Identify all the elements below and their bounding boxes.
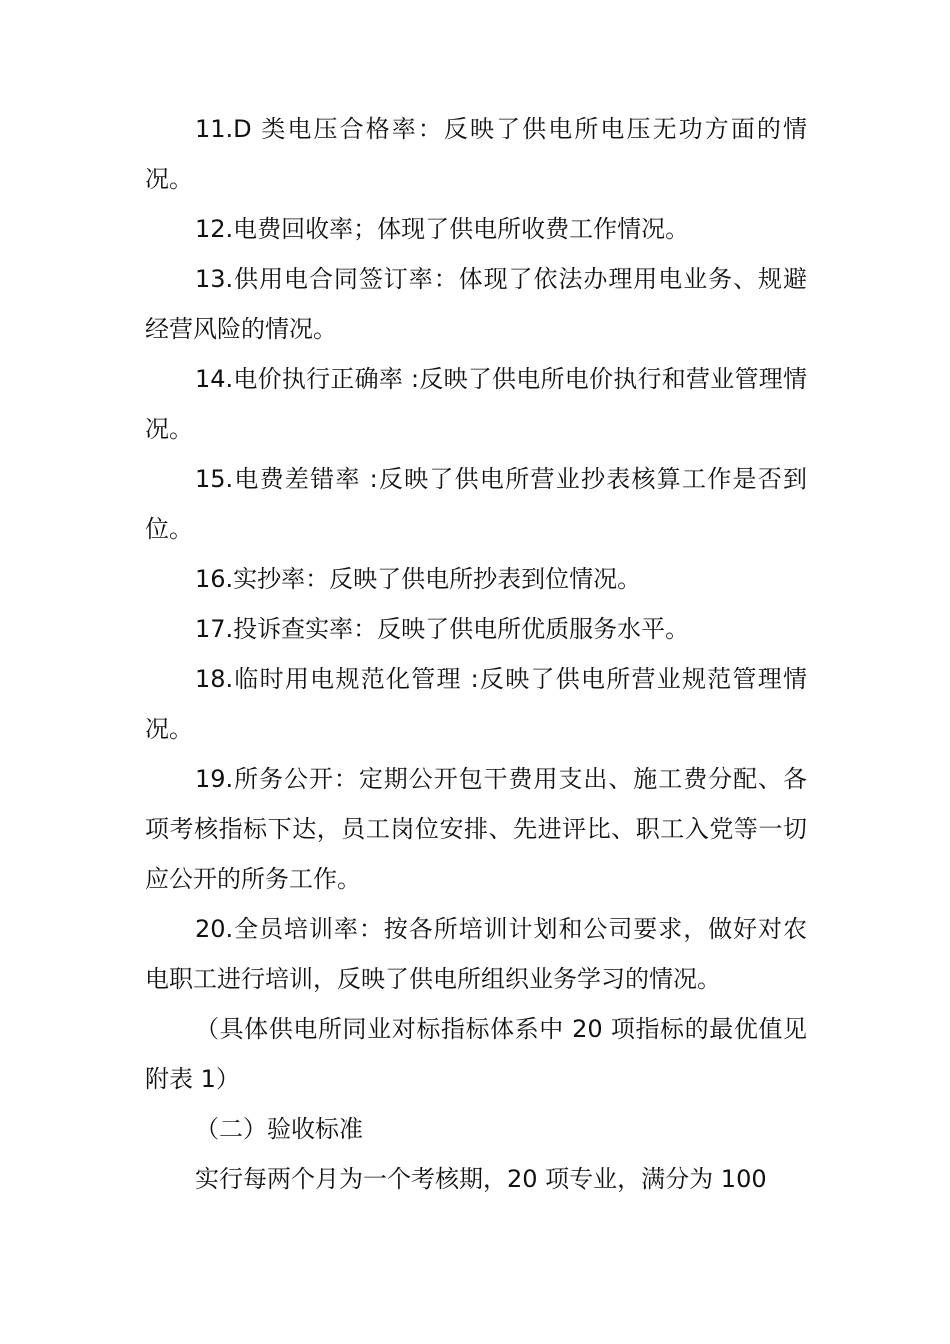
paragraph-item-11: 11.D 类电压合格率：反映了供电所电压无功方面的情况。: [145, 115, 807, 193]
paragraph-item-12: 12.电费回收率；体现了供电所收费工作情况。: [195, 215, 690, 243]
document-body: [145, 104, 807, 1204]
paragraph-item-15: 15.电费差错率 :反映了供电所营业抄表核算工作是否到位。: [145, 465, 807, 543]
paragraph-item-14: 14.电价执行正确率 :反映了供电所电价执行和营业管理情况。: [145, 365, 807, 443]
paragraph-item-13: 13.供用电合同签订率：体现了依法办理用电业务、规避经营风险的情况。: [145, 265, 807, 343]
paragraph-item-19: 19.所务公开：定期公开包干费用支出、施工费分配、各项考核指标下达，员工岗位安排、先进评比、职工入党等一切应公开的所务工作。: [145, 765, 807, 893]
paragraph-item-17: 17.投诉查实率：反映了供电所优质服务水平。: [195, 615, 690, 643]
paragraph-item-18: 18.临时用电规范化管理 :反映了供电所营业规范管理情况。: [145, 665, 807, 743]
appendix-note: （具体供电所同业对标指标体系中 20 项指标的最优值见附表 1）: [145, 1015, 807, 1093]
paragraph-item-16: 16.实抄率：反映了供电所抄表到位情况。: [195, 565, 642, 593]
paragraph-item-20: 20.全员培训率：按各所培训计划和公司要求，做好对农电职工进行培训，反映了供电所组织业务学习的情况。: [145, 915, 807, 993]
section-heading: （二）验收标准: [195, 1115, 363, 1143]
assessment-paragraph: 实行每两个月为一个考核期，20 项专业，满分为 100: [195, 1165, 767, 1193]
